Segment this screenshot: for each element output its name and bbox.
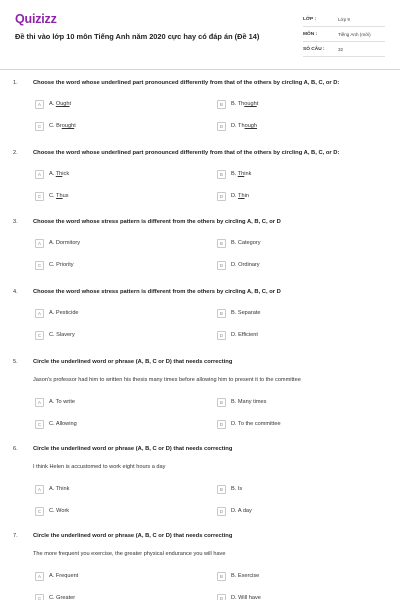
meta-table bbox=[303, 12, 385, 57]
option-letter-box[interactable]: A bbox=[35, 572, 44, 581]
option-letter-box[interactable]: A bbox=[35, 239, 44, 248]
meta-key: LỚP : bbox=[303, 16, 317, 22]
option-underlined-part: Th bbox=[238, 193, 245, 199]
option-word-part: Work bbox=[56, 508, 70, 514]
option-text bbox=[49, 573, 78, 579]
option-word-part: Allowing bbox=[55, 421, 77, 427]
option-word-part: Category bbox=[237, 240, 261, 246]
answer-option-b[interactable] bbox=[217, 308, 261, 318]
answer-option-b[interactable] bbox=[217, 99, 258, 109]
question-number: 5. bbox=[13, 359, 18, 365]
option-text bbox=[231, 486, 242, 492]
option-word-part: Slavery bbox=[56, 332, 75, 338]
option-text bbox=[49, 310, 79, 316]
document-title: Đề thi vào lớp 10 môn Tiếng Anh năm 2020 cực hay có đáp án (Đề 14) bbox=[15, 32, 260, 41]
option-word-part: t bbox=[74, 123, 76, 129]
option-letter-box[interactable]: C bbox=[35, 420, 44, 429]
option-word-part: Dormitory bbox=[55, 240, 81, 246]
question-prompt: Choose the word whose stress pattern is different from the others by circling A, B, C, or D bbox=[33, 219, 281, 225]
meta-key: SỐ CÂU : bbox=[303, 46, 325, 52]
option-text bbox=[231, 332, 258, 338]
option-label: D. bbox=[231, 421, 239, 427]
option-label: A. bbox=[49, 171, 56, 177]
meta-row-subject bbox=[303, 27, 385, 42]
option-letter-box[interactable]: A bbox=[35, 398, 44, 407]
option-label: B. bbox=[231, 101, 238, 107]
option-word-part: Br bbox=[56, 123, 62, 129]
option-text bbox=[231, 171, 251, 177]
option-label: C. bbox=[49, 262, 57, 268]
option-text bbox=[231, 123, 257, 129]
option-letter-box[interactable]: A bbox=[35, 100, 44, 109]
option-label: C. bbox=[49, 332, 57, 338]
answer-option-c[interactable] bbox=[35, 121, 76, 131]
answer-option-c[interactable] bbox=[35, 593, 75, 600]
meta-row-class bbox=[303, 12, 385, 27]
option-text bbox=[231, 399, 266, 405]
question-sentence: Jason's professor had him to written his thesis many times before allowing him to present it to the committee bbox=[33, 377, 301, 383]
option-text bbox=[49, 332, 75, 338]
option-underlined-part: Th bbox=[55, 171, 63, 177]
option-text bbox=[231, 421, 281, 427]
option-underlined-part: ough bbox=[244, 123, 258, 129]
option-word-part: ink bbox=[244, 171, 252, 177]
option-text bbox=[231, 508, 252, 514]
question-number: 4. bbox=[13, 289, 18, 295]
meta-value: 32 bbox=[338, 46, 344, 52]
option-text bbox=[49, 262, 74, 268]
answer-option-b[interactable] bbox=[217, 571, 259, 581]
answer-option-d[interactable] bbox=[217, 419, 281, 429]
option-word-part: Th bbox=[238, 123, 245, 129]
answer-option-b[interactable] bbox=[217, 484, 242, 494]
header-divider bbox=[0, 69, 400, 70]
option-underlined-part: ough bbox=[244, 101, 257, 107]
option-letter-box[interactable]: C bbox=[35, 122, 44, 131]
option-underlined-part: ough bbox=[61, 123, 75, 129]
option-label: B. bbox=[231, 573, 238, 579]
option-word-part: Separate bbox=[237, 310, 261, 316]
option-letter-box[interactable]: C bbox=[35, 261, 44, 270]
answer-option-d[interactable] bbox=[217, 121, 257, 131]
option-text bbox=[231, 310, 261, 316]
option-label: B. bbox=[231, 240, 238, 246]
option-word-part: t bbox=[256, 101, 259, 107]
option-label: A. bbox=[49, 399, 56, 405]
quizizz-logo: Quizizz bbox=[15, 12, 57, 26]
answer-option-c[interactable] bbox=[35, 506, 69, 516]
option-label: C. bbox=[49, 123, 57, 129]
option-word-part: Ordinary bbox=[238, 262, 260, 268]
option-word-part: Exercise bbox=[237, 573, 260, 579]
option-label: B. bbox=[231, 171, 238, 177]
option-text bbox=[49, 595, 75, 600]
option-label: C. bbox=[49, 421, 56, 427]
option-text bbox=[231, 573, 259, 579]
option-label: B. bbox=[231, 486, 238, 492]
answer-option-d[interactable] bbox=[217, 330, 258, 340]
question-number: 7. bbox=[13, 533, 18, 539]
option-text bbox=[49, 240, 80, 246]
question-prompt: Choose the word whose underlined part pronounced differently from that of the others by circling A, B, C, or D: bbox=[33, 150, 340, 156]
option-label: A. bbox=[49, 101, 56, 107]
option-letter-box[interactable]: C bbox=[35, 594, 44, 600]
option-label: B. bbox=[231, 310, 238, 316]
option-letter-box[interactable]: B bbox=[217, 239, 226, 248]
option-label: B. bbox=[231, 399, 238, 405]
answer-option-d[interactable] bbox=[217, 260, 260, 270]
option-word-part: Think bbox=[55, 486, 70, 492]
answer-option-c[interactable] bbox=[35, 191, 69, 201]
answer-option-b[interactable] bbox=[217, 169, 251, 179]
answer-option-a[interactable] bbox=[35, 571, 78, 581]
option-letter-box[interactable]: D bbox=[217, 420, 226, 429]
option-text bbox=[231, 262, 260, 268]
option-word-part: ick bbox=[62, 171, 70, 177]
answer-option-d[interactable] bbox=[217, 506, 252, 516]
answer-option-c[interactable] bbox=[35, 330, 75, 340]
option-word-part: To the committee bbox=[238, 421, 281, 427]
answer-option-a[interactable] bbox=[35, 99, 71, 109]
question-number: 2. bbox=[13, 150, 18, 156]
question-sentence: The more frequent you exercise, the greater physical endurance you will have bbox=[33, 551, 226, 557]
option-letter-box[interactable]: B bbox=[217, 572, 226, 581]
answer-option-d[interactable] bbox=[217, 593, 261, 600]
option-label: A. bbox=[49, 573, 56, 579]
option-text bbox=[49, 123, 76, 129]
option-word-part: Th bbox=[237, 101, 245, 107]
option-label: D. bbox=[231, 595, 239, 600]
option-letter-box[interactable]: B bbox=[217, 485, 226, 494]
option-text bbox=[49, 171, 69, 177]
answer-option-d[interactable] bbox=[217, 191, 249, 201]
option-letter-box[interactable]: D bbox=[217, 594, 226, 600]
option-text bbox=[49, 193, 69, 199]
option-letter-box[interactable]: A bbox=[35, 309, 44, 318]
option-text bbox=[49, 101, 71, 107]
question-number: 1. bbox=[13, 80, 18, 86]
question-prompt: Choose the word whose underlined part pronounced differently from that of the others by circling A, B, C, or D: bbox=[33, 80, 340, 86]
meta-row-count bbox=[303, 42, 385, 57]
option-letter-box[interactable]: A bbox=[35, 485, 44, 494]
option-letter-box[interactable]: A bbox=[35, 170, 44, 179]
question-prompt: Circle the underlined word or phrase (A, B, C or D) that needs correcting bbox=[33, 446, 233, 452]
option-word-part: Is bbox=[237, 486, 243, 492]
option-letter-box[interactable]: C bbox=[35, 192, 44, 201]
option-letter-box[interactable]: C bbox=[35, 331, 44, 340]
option-word-part: Priority bbox=[56, 262, 74, 268]
option-letter-box[interactable]: D bbox=[217, 261, 226, 270]
meta-value: Tiếng Anh (mới) bbox=[338, 31, 371, 37]
option-text bbox=[49, 421, 77, 427]
answer-option-a[interactable] bbox=[35, 238, 80, 248]
option-word-part: Frequent bbox=[55, 573, 79, 579]
option-text bbox=[49, 399, 75, 405]
question-number: 3. bbox=[13, 219, 18, 225]
answer-option-a[interactable] bbox=[35, 308, 79, 318]
option-label: D. bbox=[231, 123, 239, 129]
option-word-part: Efficient bbox=[238, 332, 258, 338]
option-label: C. bbox=[49, 595, 57, 600]
option-underlined-part: Th bbox=[56, 193, 63, 199]
option-letter-box[interactable]: B bbox=[217, 309, 226, 318]
option-word-part: in bbox=[244, 193, 249, 199]
option-text bbox=[231, 240, 261, 246]
question-number: 6. bbox=[13, 446, 18, 452]
option-label: A. bbox=[49, 486, 56, 492]
option-underlined-part: Th bbox=[237, 171, 245, 177]
option-label: D. bbox=[231, 332, 239, 338]
option-label: D. bbox=[231, 262, 239, 268]
option-word-part: Greater bbox=[56, 595, 76, 600]
option-label: C. bbox=[49, 508, 57, 514]
question-prompt: Choose the word whose stress pattern is different from the others by circling A, B, C, or D bbox=[33, 289, 281, 295]
option-letter-box[interactable]: D bbox=[217, 331, 226, 340]
option-label: C. bbox=[49, 193, 57, 199]
answer-option-c[interactable] bbox=[35, 419, 77, 429]
question-sentence: I think Helen is accustomed to work eight hours a day bbox=[33, 464, 166, 470]
answer-option-b[interactable] bbox=[217, 238, 261, 248]
option-letter-box[interactable]: D bbox=[217, 122, 226, 131]
option-underlined-part: Ough bbox=[55, 101, 70, 107]
option-word-part: To write bbox=[55, 399, 76, 405]
answer-option-a[interactable] bbox=[35, 169, 69, 179]
option-text bbox=[231, 193, 249, 199]
question-prompt: Circle the underlined word or phrase (A, B, C or D) that needs correcting bbox=[33, 533, 233, 539]
option-word-part: Will have bbox=[238, 595, 261, 600]
meta-key: MÔN : bbox=[303, 31, 318, 37]
option-label: A. bbox=[49, 240, 56, 246]
answer-option-c[interactable] bbox=[35, 260, 74, 270]
answer-option-b[interactable] bbox=[217, 397, 266, 407]
option-label: D. bbox=[231, 193, 239, 199]
option-word-part: Pesticide bbox=[55, 310, 79, 316]
meta-value: Lớp 9 bbox=[338, 16, 350, 22]
option-text bbox=[231, 595, 261, 600]
page-header bbox=[0, 0, 400, 68]
option-word-part: us bbox=[62, 193, 69, 199]
option-text bbox=[231, 101, 258, 107]
option-word-part: A day bbox=[237, 508, 252, 514]
option-text bbox=[49, 508, 69, 514]
option-letter-box[interactable]: B bbox=[217, 100, 226, 109]
answer-option-a[interactable] bbox=[35, 484, 69, 494]
option-word-part: Many times bbox=[237, 399, 267, 405]
option-text bbox=[49, 486, 69, 492]
question-prompt: Circle the underlined word or phrase (A, B, C or D) that needs correcting bbox=[33, 359, 233, 365]
option-letter-box[interactable]: B bbox=[217, 398, 226, 407]
option-word-part: t bbox=[69, 101, 72, 107]
option-letter-box[interactable]: D bbox=[217, 192, 226, 201]
option-letter-box[interactable]: B bbox=[217, 170, 226, 179]
option-label: D. bbox=[231, 508, 238, 514]
option-label: A. bbox=[49, 310, 56, 316]
option-letter-box[interactable]: C bbox=[35, 507, 44, 516]
answer-option-a[interactable] bbox=[35, 397, 75, 407]
option-letter-box[interactable]: D bbox=[217, 507, 226, 516]
